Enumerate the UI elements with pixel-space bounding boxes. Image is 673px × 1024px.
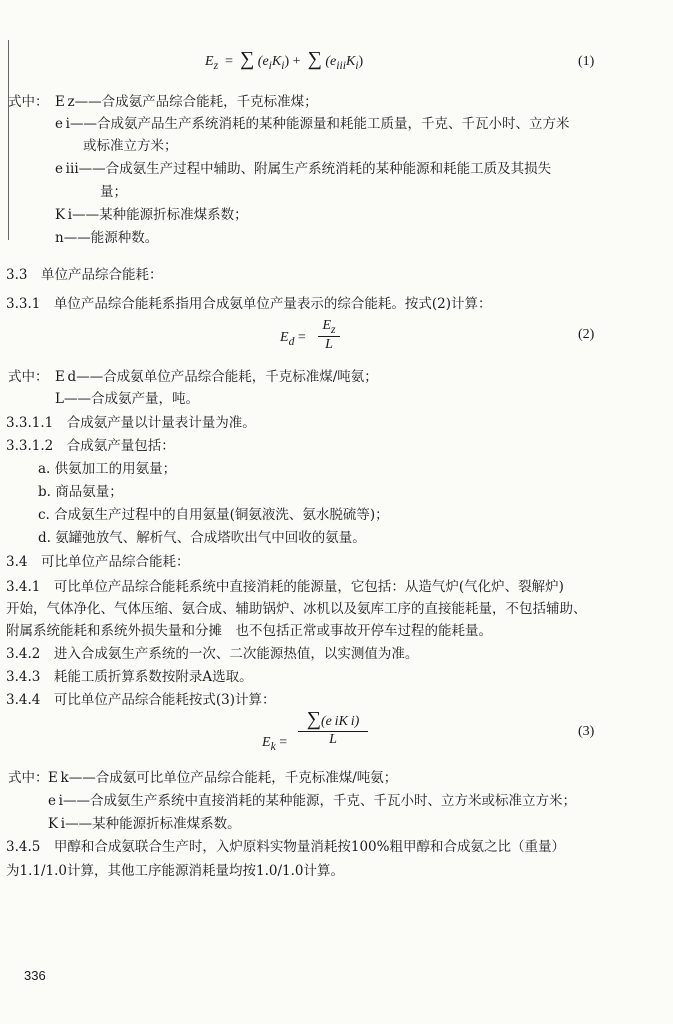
def-e-iii-line1: e iii——合成氨生产过程中辅助、附属生产系统消耗的某种能源和耗能工质及其损失 [55, 161, 552, 177]
equation-3-fraction: $\frac{\text{∑(e iK i)}}{L}$ [298, 708, 368, 748]
def-e-iii-line2: 量； [100, 184, 127, 200]
scan-edge-line [8, 40, 9, 240]
where-label-3: 式中： [8, 770, 49, 786]
equation-3-number: (3) [578, 724, 595, 739]
def-e-i-line2: 或标准立方米； [83, 138, 178, 154]
def-e-z: E z——合成氨产品综合能耗，千克标准煤； [55, 94, 318, 110]
section-3-4-2: 3.4.2 进入合成氨生产系统的一次、二次能源热值，以实测值为准。 [6, 646, 419, 662]
section-3-4-1-line2: 开始，气体净化、气体压缩、氨合成、辅助锅炉、冰机以及氨库工序的直接能耗量，不包括辅助、 [6, 601, 587, 617]
def-k-i-3: K i——某种能源折标准煤系数。 [48, 816, 241, 832]
def-n: n——能源种数。 [55, 230, 159, 246]
list-item: a. 供氨加工的用氨量； [38, 461, 177, 477]
def-k-i: K i——某种能源折标准煤系数； [55, 207, 248, 223]
equation-2-number: (2) [578, 327, 595, 342]
section-3-4-4: 3.4.4 可比单位产品综合能耗按式(3)计算： [6, 692, 276, 708]
section-3-3-1-2: 3.3.1.2 合成氨产量包括： [6, 438, 175, 454]
equation-2-fraction: $\frac{E_z}{L}$ [318, 318, 340, 353]
section-3-3: 3.3 单位产品综合能耗： [6, 267, 163, 283]
where-label-1: 式中： [8, 94, 49, 110]
section-3-3-1-1: 3.3.1.1 合成氨产量以计量表计量为准。 [6, 415, 256, 431]
section-3-4-5-line1: 3.4.5 甲醇和合成氨联合生产时，入炉原料实物量消耗按100%粗甲醇和合成氨之比（重量） [6, 839, 565, 855]
def-l: L——合成氨产量，吨。 [55, 391, 199, 407]
page-number: 336 [24, 968, 46, 983]
list-item: b. 商品氨量； [38, 484, 123, 500]
section-3-4-1-line3: 附属系统能耗和系统外损失量和分摊 也不包括正常或事故开停车过程的能耗量。 [6, 623, 492, 639]
equation-1-number: (1) [578, 54, 595, 69]
def-e-i-line1: e i——合成氨产品生产系统消耗的某种能源量和耗能工质量，千克、千瓦小时、立方米 [55, 116, 570, 132]
def-e-d: E d——合成氨单位产品综合能耗，千克标准煤/吨氨； [55, 369, 378, 385]
list-item: d. 氨罐弛放气、解析气、合成塔吹出气中回收的氨量。 [38, 530, 366, 546]
section-3-4-1-line1: 3.4.1 可比单位产品综合能耗系统中直接消耗的能源量，它包括：从造气炉(气化炉、裂解炉) [6, 579, 564, 595]
list-item: c. 合成氨生产过程中的自用氨量(铜氨液洗、氨水脱硫等)； [38, 507, 389, 523]
section-3-4-3: 3.4.3 耗能工质折算系数按附录A选取。 [6, 669, 253, 685]
where-label-2: 式中： [8, 369, 49, 385]
def-e-i-3: e i——合成氨生产系统中直接消耗的某种能源，千克、千瓦小时、立方米或标准立方米； [48, 793, 577, 809]
def-e-k: E k——合成氨可比单位产品综合能耗，千克标准煤/吨氨； [48, 770, 398, 786]
equation-2-lhs: $E_d$ = [280, 330, 306, 348]
equation-3-lhs: $E_k$ = [262, 735, 288, 753]
section-3-4: 3.4 可比单位产品综合能耗： [6, 554, 190, 570]
equation-1: $E_z$ = ∑ $(e_iK_i)$ + ∑ $(e_{iii}K_i)$ [205, 48, 364, 72]
section-3-3-1: 3.3.1 单位产品综合能耗系指用合成氨单位产量表示的综合能耗。按式(2)计算： [6, 296, 492, 312]
section-3-4-5-line2: 为1.1/1.0计算，其他工序能源消耗量均按1.0/1.0计算。 [6, 863, 344, 879]
